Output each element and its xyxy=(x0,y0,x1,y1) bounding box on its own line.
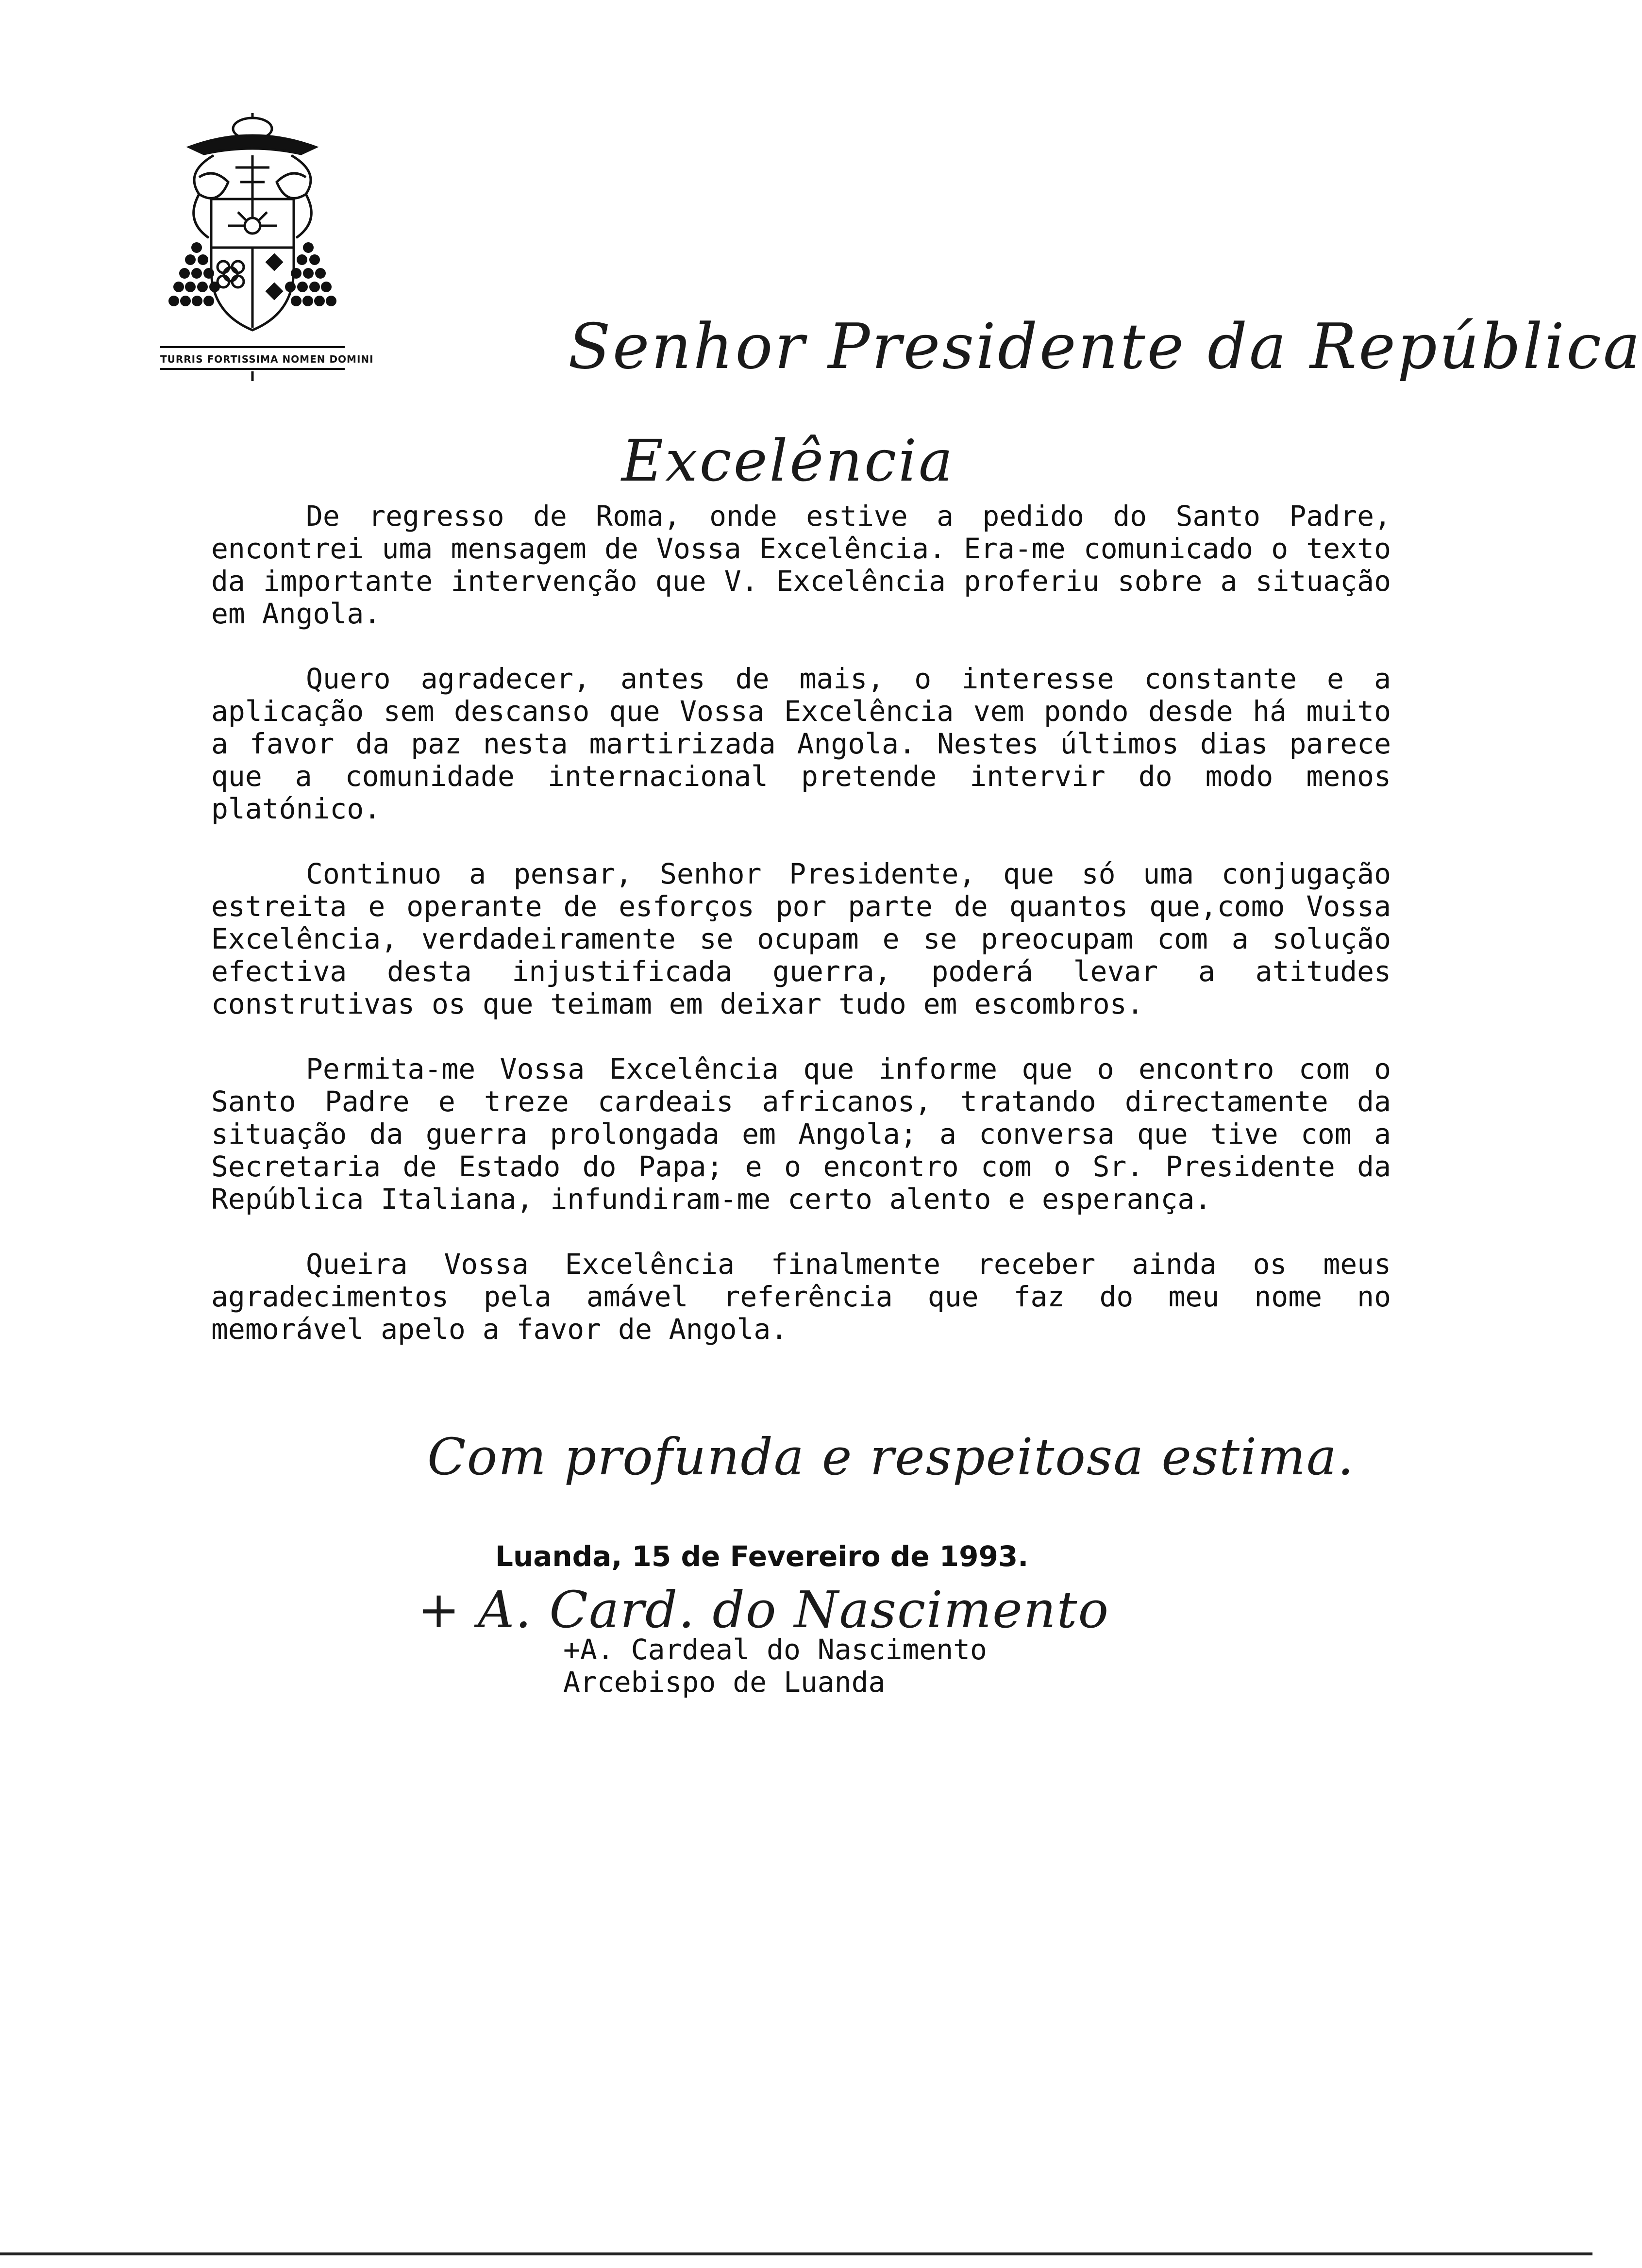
motto-text: TURRIS FORTISSIMA NOMEN DOMINI xyxy=(160,353,374,365)
paragraph-5: Queira Vossa Excelência finalmente receber ainda os meus agradecimentos pela amável referência que faz do meu nome no memorável apelo a favor de Angola. xyxy=(211,1248,1391,1346)
paragraph-3: Continuo a pensar, Senhor Presidente, que só uma conjugação estreita e operante de esforços por parte de quantos que,como Vossa Excelência, verdadeiramente se ocupam e se preocupam com a solução efectiva desta injustificada guerra, poderá levar a atitudes construtivas os que teimam em deixar tudo em escombros. xyxy=(211,857,1391,1020)
handwritten-signature: + A. Card. do Nascimento xyxy=(418,1580,1110,1639)
paragraph-1: De regresso de Roma, onde estive a pedido do Santo Padre, encontrei uma mensagem de Vossa Excelência. Era-me comunicado o texto da importante intervenção que V. Excelência proferiu sobre a situação em Angola. xyxy=(211,500,1391,630)
dateline: Luanda, 15 de Fevereiro de 1993. xyxy=(495,1540,1029,1573)
signer-name: +A. Cardeal do Nascimento xyxy=(563,1633,987,1666)
signer-title: Arcebispo de Luanda xyxy=(563,1666,886,1699)
paragraph-4: Permita-me Vossa Excelência que informe que o encontro com o Santo Padre e treze cardeais africanos, tratando directamente da situação da guerra prolongada em Angola; a conversa que tive com a Secretaria de Estado do Papa; e o encontro com o Sr. Presidente da República Italiana, infundiram-me certo alento e esperança. xyxy=(211,1052,1391,1216)
salutation-line-1: Senhor Presidente da República xyxy=(568,311,1642,383)
bottom-edge-line xyxy=(0,2252,1592,2255)
signer-block xyxy=(563,1634,987,1699)
paragraph-2: Quero agradecer, antes de mais, o interesse constante e a aplicação sem descanso que Vossa Excelência vem pondo desde há muito a favor da paz nesta martirizada Angola. Nestes últimos dias parece que a comunidade internacional pretende intervir do modo menos platónico. xyxy=(211,662,1391,825)
closing-line: Com profunda e respeitosa estima. xyxy=(427,1427,1355,1486)
letter-body xyxy=(211,500,1391,1378)
salutation-line-2: Excelência xyxy=(621,427,955,494)
coat-of-arms-icon xyxy=(155,109,374,381)
